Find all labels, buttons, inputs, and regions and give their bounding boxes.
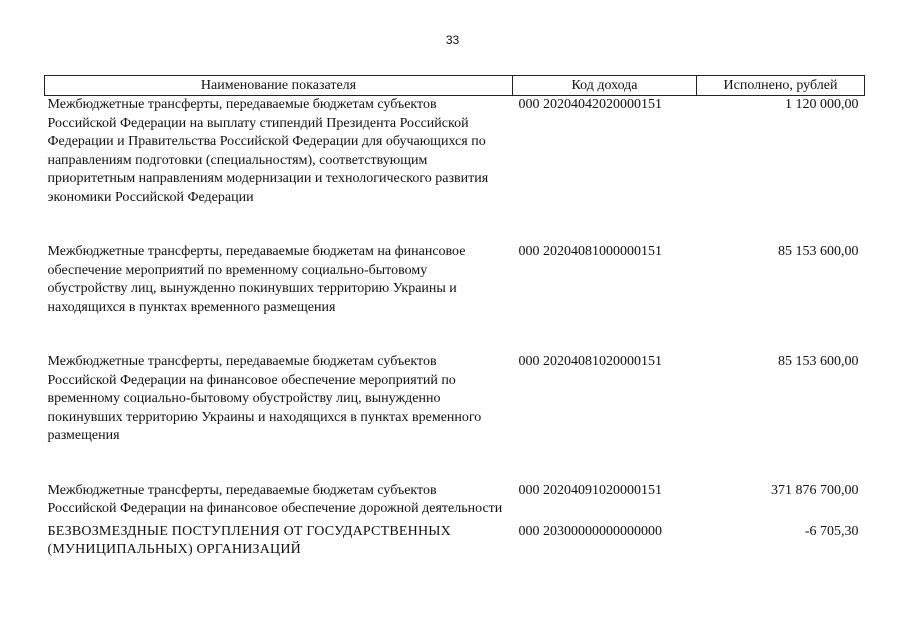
- header-code: Код дохода: [513, 76, 697, 96]
- row-code: 000 20300000000000000: [518, 523, 662, 539]
- row-code: 000 20204081000000151: [518, 244, 662, 259]
- row-name: Межбюджетные трансферты, передаваемые бюджетам субъектов Российской Федерации на финансовое обеспечение дорожной деятельности: [47, 482, 503, 516]
- table-row: [45, 353, 865, 482]
- row-amount: -6 705,30: [804, 523, 859, 539]
- row-amount: 85 153 600,00: [778, 354, 859, 369]
- table-row: [45, 243, 865, 353]
- table-row: [45, 523, 865, 560]
- revenue-table: [44, 75, 865, 560]
- row-name: Межбюджетные трансферты, передаваемые бюджетам на финансовое обеспечение мероприятий по временному социально-бытовому обустройству лиц, вынужденно покинувших территорию Украины и находящихся в пунктах временного размещения: [47, 244, 466, 315]
- header-amount: Исполнено, рублей: [697, 76, 865, 96]
- row-amount: 1 120 000,00: [785, 97, 859, 112]
- table-row: [45, 482, 865, 523]
- row-code: 000 20204042020000151: [518, 97, 662, 112]
- row-code: 000 20204081020000151: [518, 354, 662, 369]
- row-code: 000 20204091020000151: [518, 482, 662, 498]
- row-amount: 85 153 600,00: [778, 244, 859, 259]
- row-name: Межбюджетные трансферты, передаваемые бюджетам субъектов Российской Федерации на выплату стипендий Президента Российской Федерации и Правительства Российской Федерации для обучающихся по направлениям подготовки (специальностям), соответствующим приоритетным направлениям модернизации и технологического развития экономики Российской Федерации: [47, 97, 489, 205]
- page-number: 33: [445, 33, 460, 47]
- row-name: БЕЗВОЗМЕЗДНЫЕ ПОСТУПЛЕНИЯ ОТ ГОСУДАРСТВЕННЫХ (МУНИЦИПАЛЬНЫХ) ОРГАНИЗАЦИЙ: [47, 523, 451, 557]
- row-name: Межбюджетные трансферты, передаваемые бюджетам субъектов Российской Федерации на финансовое обеспечение мероприятий по временному социально-бытовому обустройству лиц, вынужденно покинувших территорию Украины и находящихся в пунктах временного размещения: [47, 354, 482, 443]
- table-row: [45, 96, 865, 244]
- header-name: Наименование показателя: [45, 76, 513, 96]
- row-amount: 371 876 700,00: [771, 482, 859, 498]
- table-header-row: [45, 76, 865, 96]
